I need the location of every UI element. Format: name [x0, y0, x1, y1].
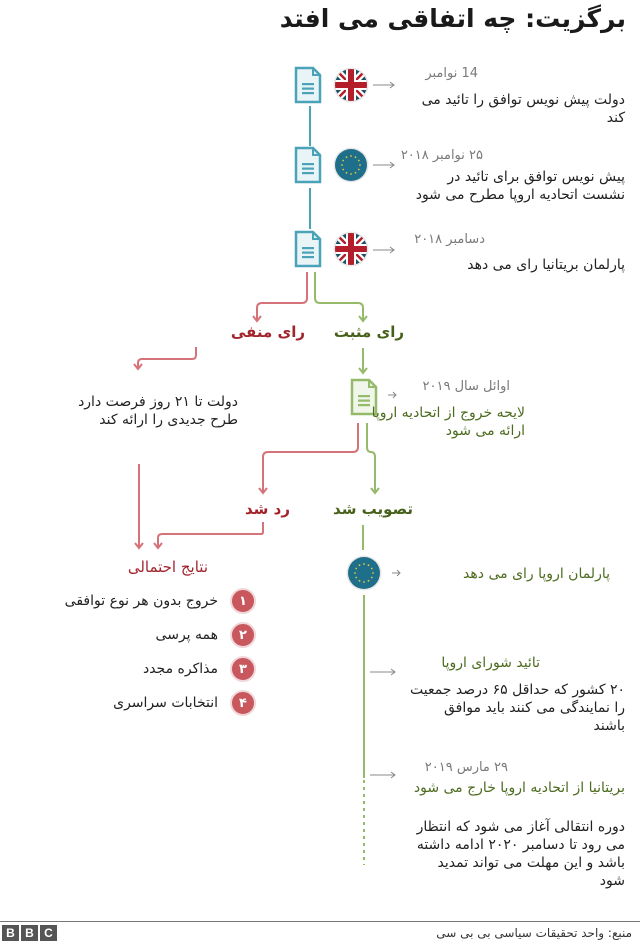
eu-parliament-text: پارلمان اروپا رای می دهد [463, 566, 610, 582]
uk-flag-icon [333, 67, 369, 107]
bill-text: لایحه خروج از اتحادیه اروپا ارائه می شود [371, 405, 525, 439]
step3-date: دسامبر ۲۰۱۸ [414, 232, 485, 247]
negative-vote-label: رای منفی [230, 323, 305, 341]
step1-date: 14 نوامبر [425, 66, 478, 81]
bbc-logo-letter: B [21, 925, 38, 941]
source-credit: منبع: واحد تحقیقات سیاسی بی بی سی [436, 926, 632, 940]
outcome-label: همه پرسی [155, 627, 218, 643]
positive-vote-label: رای مثبت [333, 323, 404, 341]
outcome-number-badge: ۳ [230, 656, 256, 682]
step1-text: دولت پیش نویس توافق را تائید می کند [421, 92, 625, 126]
eu-council-text: ۲۰ کشور که حداقل ۶۵ درصد جمعیت را نمایندگی می کنند باید موافق باشند [409, 682, 625, 734]
eu-flag-icon [346, 555, 382, 595]
outcome-number-badge: ۲ [230, 622, 256, 648]
step3-text: پارلمان بریتانیا رای می دهد [467, 257, 625, 273]
bbc-logo [2, 925, 57, 941]
bbc-logo-letter: B [2, 925, 19, 941]
negative-vote-text: دولت تا ۲۱ روز فرصت دارد طرح جدیدی را ارائه کند [78, 394, 238, 428]
outcome-label: انتخابات سراسری [113, 695, 218, 711]
outcome-number-badge: ۱ [230, 588, 256, 614]
document-icon [294, 230, 322, 272]
rejected-label: رد شد [245, 500, 290, 518]
exit-text: دوره انتقالی آغاز می شود که انتظار می رود تا دسامبر ۲۰۲۰ ادامه داشته باشد و این مهلت می تواند تمدید شود [416, 819, 625, 889]
eu-council-title: تائید شورای اروپا [441, 655, 540, 671]
outcome-number-badge: ۴ [230, 690, 256, 716]
step2-text: پیش نویس توافق برای تائید در نشست اتحادیه اروپا مطرح می شود [415, 169, 625, 203]
possible-outcomes-title: نتایج احتمالی [127, 558, 208, 576]
document-icon [294, 66, 322, 108]
eu-flag-icon [333, 147, 369, 187]
outcome-label: مذاکره مجدد [142, 661, 218, 677]
outcome-label: خروج بدون هر نوع توافقی [64, 593, 218, 609]
footer-divider [0, 921, 640, 922]
page-title: برگزیت: چه اتفاقی می افتد [279, 4, 626, 33]
bill-date: اوائل سال ۲۰۱۹ [422, 379, 510, 394]
uk-flag-icon [333, 231, 369, 271]
exit-date: ۲۹ مارس ۲۰۱۹ [424, 760, 508, 775]
approved-label: تصویب شد [333, 500, 413, 518]
bbc-logo-letter: C [40, 925, 57, 941]
exit-title: بریتانیا از اتحادیه اروپا خارج می شود [413, 780, 625, 796]
step2-date: ۲۵ نوامبر ۲۰۱۸ [400, 148, 483, 163]
document-icon [294, 146, 322, 188]
